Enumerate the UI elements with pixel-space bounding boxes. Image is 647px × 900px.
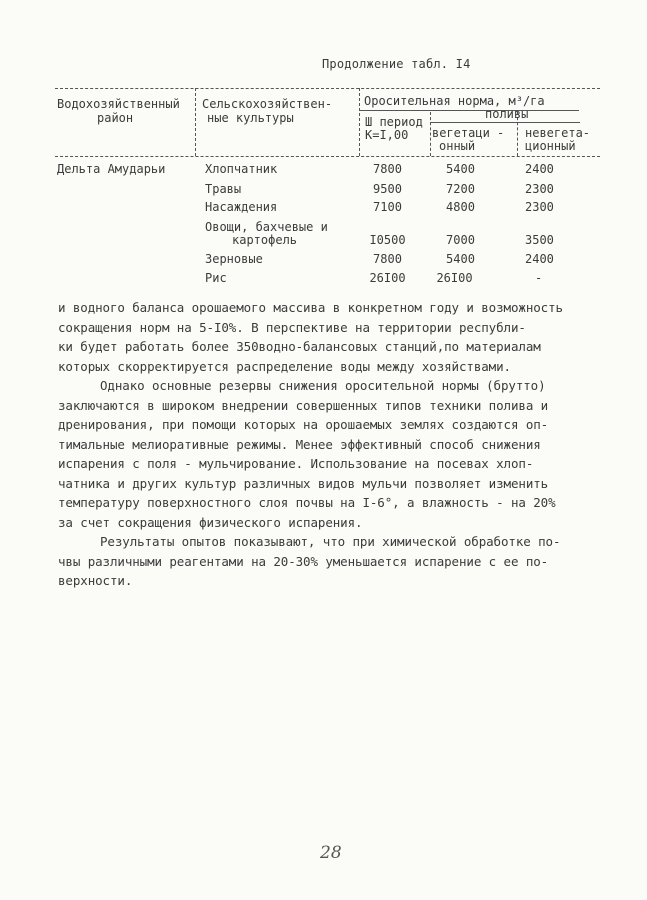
nonveg-cell: 2400 [525, 162, 554, 176]
header-period-line1: Ш период [365, 115, 423, 129]
veg-cell: 5400 [446, 162, 475, 176]
region-cell: Дельта Амударьи [57, 162, 166, 176]
veg-cell: 4800 [446, 200, 475, 214]
nonveg-cell: 2400 [525, 252, 554, 266]
text-line: дренирования, при помощи которых на орошаемых землях создаются оп- [58, 417, 549, 432]
text-line: тимальные мелиоративные режимы. Менее эффективный способ снижения [58, 436, 541, 452]
text-line: заключаются в широком внедрении совершенных типов техники полива и [58, 397, 549, 413]
text-line: чатника и других культур различных видов мульчи позволяет изменить [58, 475, 549, 491]
period-cell: I0500 [369, 233, 406, 247]
irrigation-rule [430, 122, 580, 123]
period-cell: 7800 [373, 162, 402, 176]
nonveg-cell: - [535, 271, 543, 285]
text-line: чвы различными реагентами на 20-30% уменьшается испарение с ее по- [58, 553, 549, 569]
crop-cell: Зерновые [205, 252, 263, 266]
text-line: которых скорректируется распределение воды между хозяйствами. [58, 358, 511, 374]
header-nonveg-line2: ционный [525, 139, 576, 153]
text-line: верхности. [58, 573, 133, 588]
table-col-sep-3 [430, 112, 431, 156]
veg-cell: 7000 [446, 233, 475, 247]
text-line: сокращения норм на 5-I0%. В перспективе на территории республи- [58, 319, 526, 335]
period-cell: 26I00 [369, 271, 406, 285]
text-line: и водного баланса орошаемого массива в конкретном году и возможность [58, 300, 563, 315]
crop-cell: Хлопчатник [205, 162, 278, 176]
header-nonveg-line1: невегета- [525, 126, 591, 140]
veg-cell: 5400 [446, 252, 475, 266]
text-line: испарения с поля - мульчирование. Использование на посевах хлоп- [58, 456, 534, 471]
period-cell: 9500 [373, 182, 402, 196]
table-top-rule [55, 88, 600, 89]
header-region-line1: Водохозяйственный [57, 97, 180, 111]
body-text [58, 298, 608, 591]
header-crops-line2: ные культуры [207, 111, 294, 125]
header-crops-line1: Сельскохозяйствен- [202, 97, 333, 111]
crop-cell: Травы [205, 182, 242, 196]
irrigation-norm-table [55, 82, 600, 285]
header-period-line2: K=I,00 [365, 128, 409, 142]
period-cell: 7800 [373, 252, 402, 266]
text-line: Однако основные резервы снижения оросительной нормы (брутто) [100, 378, 546, 393]
text-line: ки будет работать более 350водно-балансовых станций,по материалам [58, 339, 541, 354]
crop-cell: Насаждения [205, 200, 278, 214]
nonveg-cell: 2300 [525, 200, 554, 214]
period-cell: 7100 [373, 200, 402, 214]
table-col-sep-2 [359, 88, 360, 156]
crop-cell-line2: картофель [232, 233, 298, 247]
veg-cell: 7200 [446, 182, 475, 196]
table-caption: Продолжение табл. I4 [322, 57, 471, 71]
header-veg-line2: онный [439, 139, 476, 153]
table-col-sep-1 [195, 88, 196, 156]
text-line: Результаты опытов показывают, что при химической обработке по- [100, 534, 561, 549]
table-header-rule [55, 156, 600, 157]
crop-cell: Овощи, бахчевые и [205, 220, 328, 234]
header-veg-line1: вегетаци - [432, 126, 505, 140]
text-line: за счет сокращения физического испарения. [58, 514, 363, 530]
nonveg-cell: 3500 [525, 233, 554, 247]
norm-title-rule [359, 110, 579, 111]
header-region-line2: район [97, 111, 134, 125]
page-number: 28 [320, 843, 342, 863]
text-line: температуру поверхностного слоя почвы на I-6°, а влажность - на 20% [58, 495, 556, 510]
header-norm-title: Оросительная норма, м³/га [364, 94, 545, 108]
nonveg-cell: 2300 [525, 182, 554, 196]
veg-cell: 26I00 [436, 271, 473, 285]
header-irrigation: поливы [485, 107, 529, 121]
crop-cell: Рис [205, 271, 227, 285]
